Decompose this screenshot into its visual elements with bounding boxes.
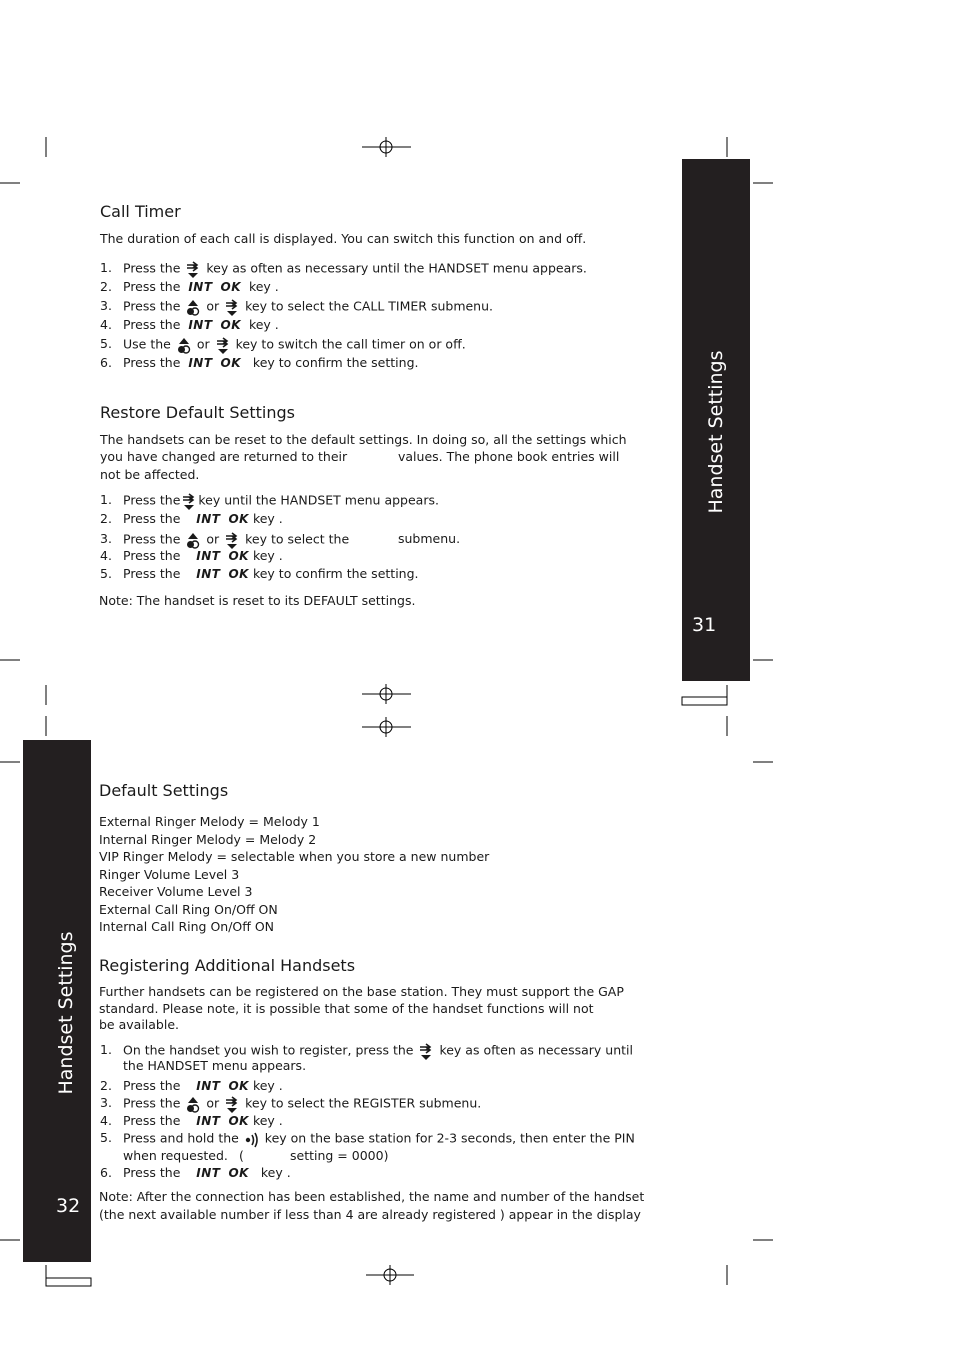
- int-key-icon: INT: [196, 1166, 221, 1180]
- step-number: 6.: [100, 355, 112, 370]
- step-number: 2.: [100, 279, 112, 294]
- step-number: 1.: [100, 492, 112, 507]
- step-text: On the handset you wish to register, press the key as often as necessary until: [123, 1042, 633, 1060]
- restore-intro-line-1: The handsets can be reset to the default settings. In doing so, all the settings which: [100, 432, 627, 447]
- ok-key-icon: OK: [228, 1166, 249, 1180]
- default-settings-heading: Default Settings: [99, 781, 229, 800]
- int-key-icon: INT: [188, 318, 213, 332]
- int-key-icon: INT: [196, 1114, 221, 1128]
- step-number: 2.: [100, 1078, 112, 1093]
- ok-key-icon: OK: [228, 512, 249, 526]
- int-key-icon: INT: [196, 512, 221, 526]
- int-key-icon: INT: [196, 1079, 221, 1093]
- register-note: Note: After the connection has been established, the name and number of the handset (the next available number if less than 4 are already registered ) appear in the display: [99, 1189, 645, 1222]
- ok-key-icon: OK: [220, 280, 241, 294]
- step-text: Press the key as often as necessary until the HANDSET menu appears.: [123, 260, 587, 278]
- step-text: Press the INT OK key .: [123, 1078, 283, 1093]
- register-heading: Registering Additional Handsets: [99, 956, 356, 975]
- restore-note: Note: The handset is reset to its DEFAULT settings.: [99, 593, 416, 608]
- step-text-continuation: the HANDSET menu appears.: [123, 1058, 307, 1073]
- step-text-suffix: submenu.: [398, 531, 461, 546]
- step-number: 4.: [100, 317, 112, 332]
- int-key-icon: INT: [188, 356, 213, 370]
- ok-key-icon: OK: [228, 1079, 249, 1093]
- step-text: Use the or key to switch the call timer on or off.: [123, 336, 466, 354]
- list-item: Ringer Volume Level 3: [99, 866, 240, 882]
- step-number: 4.: [100, 1113, 112, 1128]
- call-timer-intro: The duration of each call is displayed. You can switch this function on and off.: [100, 231, 587, 246]
- step-text: Press the or key to select the REGISTER submenu.: [123, 1095, 481, 1113]
- step-text: Press the or key to select the: [123, 531, 349, 549]
- step-number: 3.: [100, 1095, 112, 1110]
- step-number: 6.: [100, 1165, 112, 1180]
- int-key-icon: INT: [196, 567, 221, 581]
- step-text: Press the or key to select the CALL TIMER submenu.: [123, 298, 493, 316]
- left-page-number: 32: [56, 1195, 81, 1217]
- step-text: Press the INT OK key .: [123, 279, 279, 294]
- step-number: 5.: [100, 336, 112, 351]
- step-number: 2.: [100, 511, 112, 526]
- ok-key-icon: OK: [228, 1114, 249, 1128]
- list-item: Internal Ringer Melody = Melody 2: [99, 831, 317, 847]
- restore-intro-line-3: not be affected.: [100, 467, 200, 482]
- right-tab-title: Handset Settings: [705, 350, 727, 514]
- step-number: 3.: [100, 298, 112, 313]
- step-text-continuation: (: [239, 1148, 244, 1163]
- ok-key-icon: OK: [220, 318, 241, 332]
- list-item: External Ringer Melody = Melody 1: [99, 814, 320, 829]
- step-text: Press the INT OK key .: [123, 317, 279, 332]
- call-timer-heading: Call Timer: [100, 202, 181, 221]
- step-text: Press the INT OK key .: [123, 511, 283, 526]
- step-number: 5.: [100, 1130, 112, 1145]
- restore-intro-line-2b: values. The phone book entries will: [398, 449, 620, 464]
- step-number: 1.: [100, 260, 112, 275]
- list-item: External Call Ring On/Off ON: [99, 901, 278, 917]
- left-tab-title: Handset Settings: [55, 931, 77, 1095]
- list-item: Receiver Volume Level 3: [99, 884, 253, 899]
- step-number: 4.: [100, 548, 112, 563]
- step-text: Press the INT OK key to confirm the setting.: [123, 566, 419, 581]
- int-key-icon: INT: [196, 549, 221, 563]
- step-number: 5.: [100, 566, 112, 581]
- ok-key-icon: OK: [228, 549, 249, 563]
- step-text: Press the INT OK key .: [123, 548, 283, 563]
- step-text: Press the INT OK key to confirm the setting.: [123, 355, 419, 370]
- step-text: Press the INT OK key .: [123, 1113, 283, 1128]
- step-text-continuation: setting = 0000): [290, 1148, 389, 1163]
- restore-intro-line-2a: you have changed are returned to their: [100, 449, 348, 464]
- right-page-number: 31: [692, 614, 717, 636]
- int-key-icon: INT: [188, 280, 213, 294]
- list-item: VIP Ringer Melody = selectable when you store a new number: [99, 849, 490, 864]
- ok-key-icon: OK: [220, 356, 241, 370]
- step-text: Press and hold the key on the base station for 2-3 seconds, then enter the PIN: [123, 1130, 635, 1148]
- restore-heading: Restore Default Settings: [100, 403, 295, 422]
- step-text: Press the INT OK key .: [123, 1165, 291, 1180]
- step-number: 1.: [100, 1042, 112, 1057]
- step-text-continuation: when requested.: [123, 1148, 228, 1163]
- step-number: 3.: [100, 531, 112, 546]
- list-item: Internal Call Ring On/Off ON: [99, 919, 275, 934]
- step-text: Press the key until the HANDSET menu appears.: [123, 492, 439, 510]
- register-intro: Further handsets can be registered on the base station. They must support the GAP standard. Please note, it is possible that some of the handset functions will not be available.: [99, 984, 624, 1032]
- ok-key-icon: OK: [228, 567, 249, 581]
